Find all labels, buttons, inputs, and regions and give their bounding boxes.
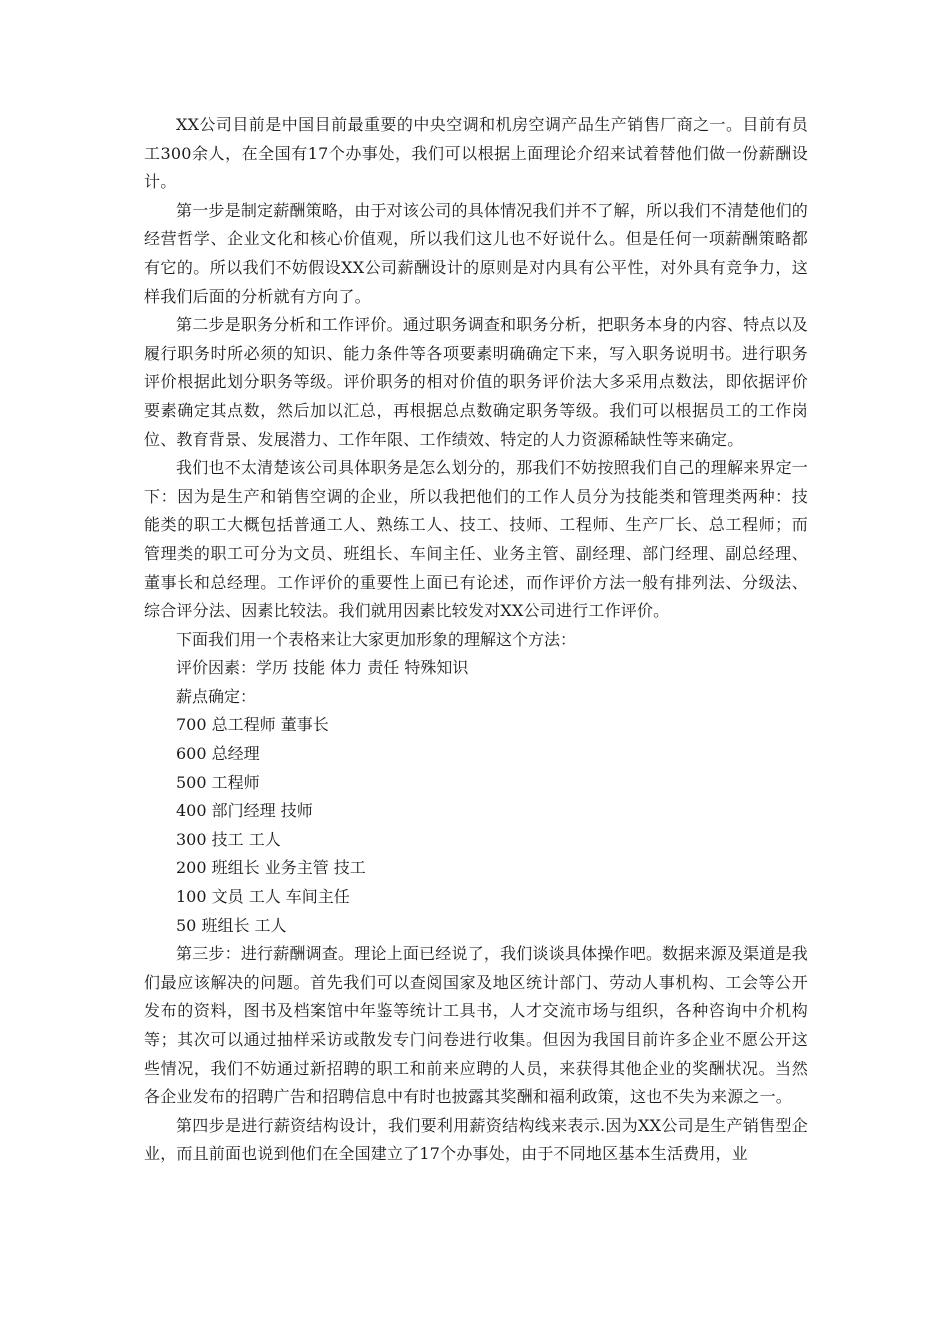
salary-points-heading: 薪点确定： (176, 686, 257, 706)
salary-point-row: 50 班组长 工人 (176, 915, 287, 935)
paragraph-job-classification: 我们也不太清楚该公司具体职务是怎么划分的，那我们不妨按照我们自己的理解来界定一下：因为是生产和销售空调的企业，所以我把他们的工作人员分为技能类和管理类两种：技能类的职工大概包括普通工人、熟练工人、技工、技师、工程师、生产厂长、总工程师；而管理类的职工可分为文员、班组长、车间主任、业务主管、副经理、部门经理、副总经理、董事长和总经理。工作评价的重要性上面已有论述，而作评价方法一般有排列法、分级法、综合评分法、因素比较法。我们就用因素比较发对XX公司进行工作评价。 (144, 458, 808, 621)
paragraph-step-four: 第四步是进行薪资结构设计，我们要利用薪资结构线来表示.因为XX公司是生产销售型企业，而且前面也说到他们在全国建立了17个办事处，由于不同地区基本生活费用，业 (144, 1115, 808, 1164)
salary-point-row: 700 总工程师 董事长 (176, 715, 329, 735)
paragraph-intro: XX公司目前是中国目前最重要的中央空调和机房空调产品生产销售厂商之一。目前有员工300余人，在全国有17个办事处，我们可以根据上面理论介绍来试着替他们做一份薪酬设计。 (144, 115, 808, 192)
document-page (144, 111, 808, 1169)
table-intro-line: 下面我们用一个表格来让大家更加形象的理解这个方法： (176, 629, 577, 649)
salary-point-row: 500 工程师 (176, 772, 260, 792)
salary-point-row: 100 文员 工人 车间主任 (176, 887, 350, 907)
evaluation-factors-line: 评价因素：学历 技能 体力 责任 特殊知识 (176, 658, 469, 678)
paragraph-step-two: 第二步是职务分析和工作评价。通过职务调查和职务分析，把职务本身的内容、特点以及履行职务时所必须的知识、能力条件等各项要素明确确定下来，写入职务说明书。进行职务评价根据此划分职务等级。评价职务的相对价值的职务评价法大多采用点数法，即依据评价要素确定其点数，然后加以汇总，再根据总点数确定职务等级。我们可以根据员工的工作岗位、教育背景、发展潜力、工作年限、工作绩效、特定的人力资源稀缺性等来确定。 (144, 315, 808, 449)
salary-point-row: 600 总经理 (176, 744, 260, 764)
salary-point-row: 200 班组长 业务主管 技工 (176, 858, 366, 878)
salary-point-row: 400 部门经理 技师 (176, 801, 313, 821)
paragraph-step-three: 第三步：进行薪酬调查。理论上面已经说了，我们谈谈具体操作吧。数据来源及渠道是我们最应该解决的问题。首先我们可以查阅国家及地区统计部门、劳动人事机构、工会等公开发布的资料，图书及档案馆中年鉴等统计工具书，人才交流市场与组织，各种咨询中介机构等；其次可以通过抽样采访或散发专门问卷进行收集。但因为我国目前许多企业不愿公开这些情况，我们不妨通过新招聘的职工和前来应聘的人员，来获得其他企业的奖酬状况。当然各企业发布的招聘广告和招聘信息中有时也披露其奖酬和福利政策，这也不失为来源之一。 (144, 944, 808, 1107)
paragraph-step-one: 第一步是制定薪酬策略，由于对该公司的具体情况我们并不了解，所以我们不清楚他们的经营哲学、企业文化和核心价值观，所以我们这儿也不好说什么。但是任何一项薪酬策略都有它的。所以我们不妨假设XX公司薪酬设计的原则是对内具有公平性，对外具有竞争力，这样我们后面的分析就有方向了。 (144, 200, 808, 306)
salary-point-row: 300 技工 工人 (176, 829, 281, 849)
